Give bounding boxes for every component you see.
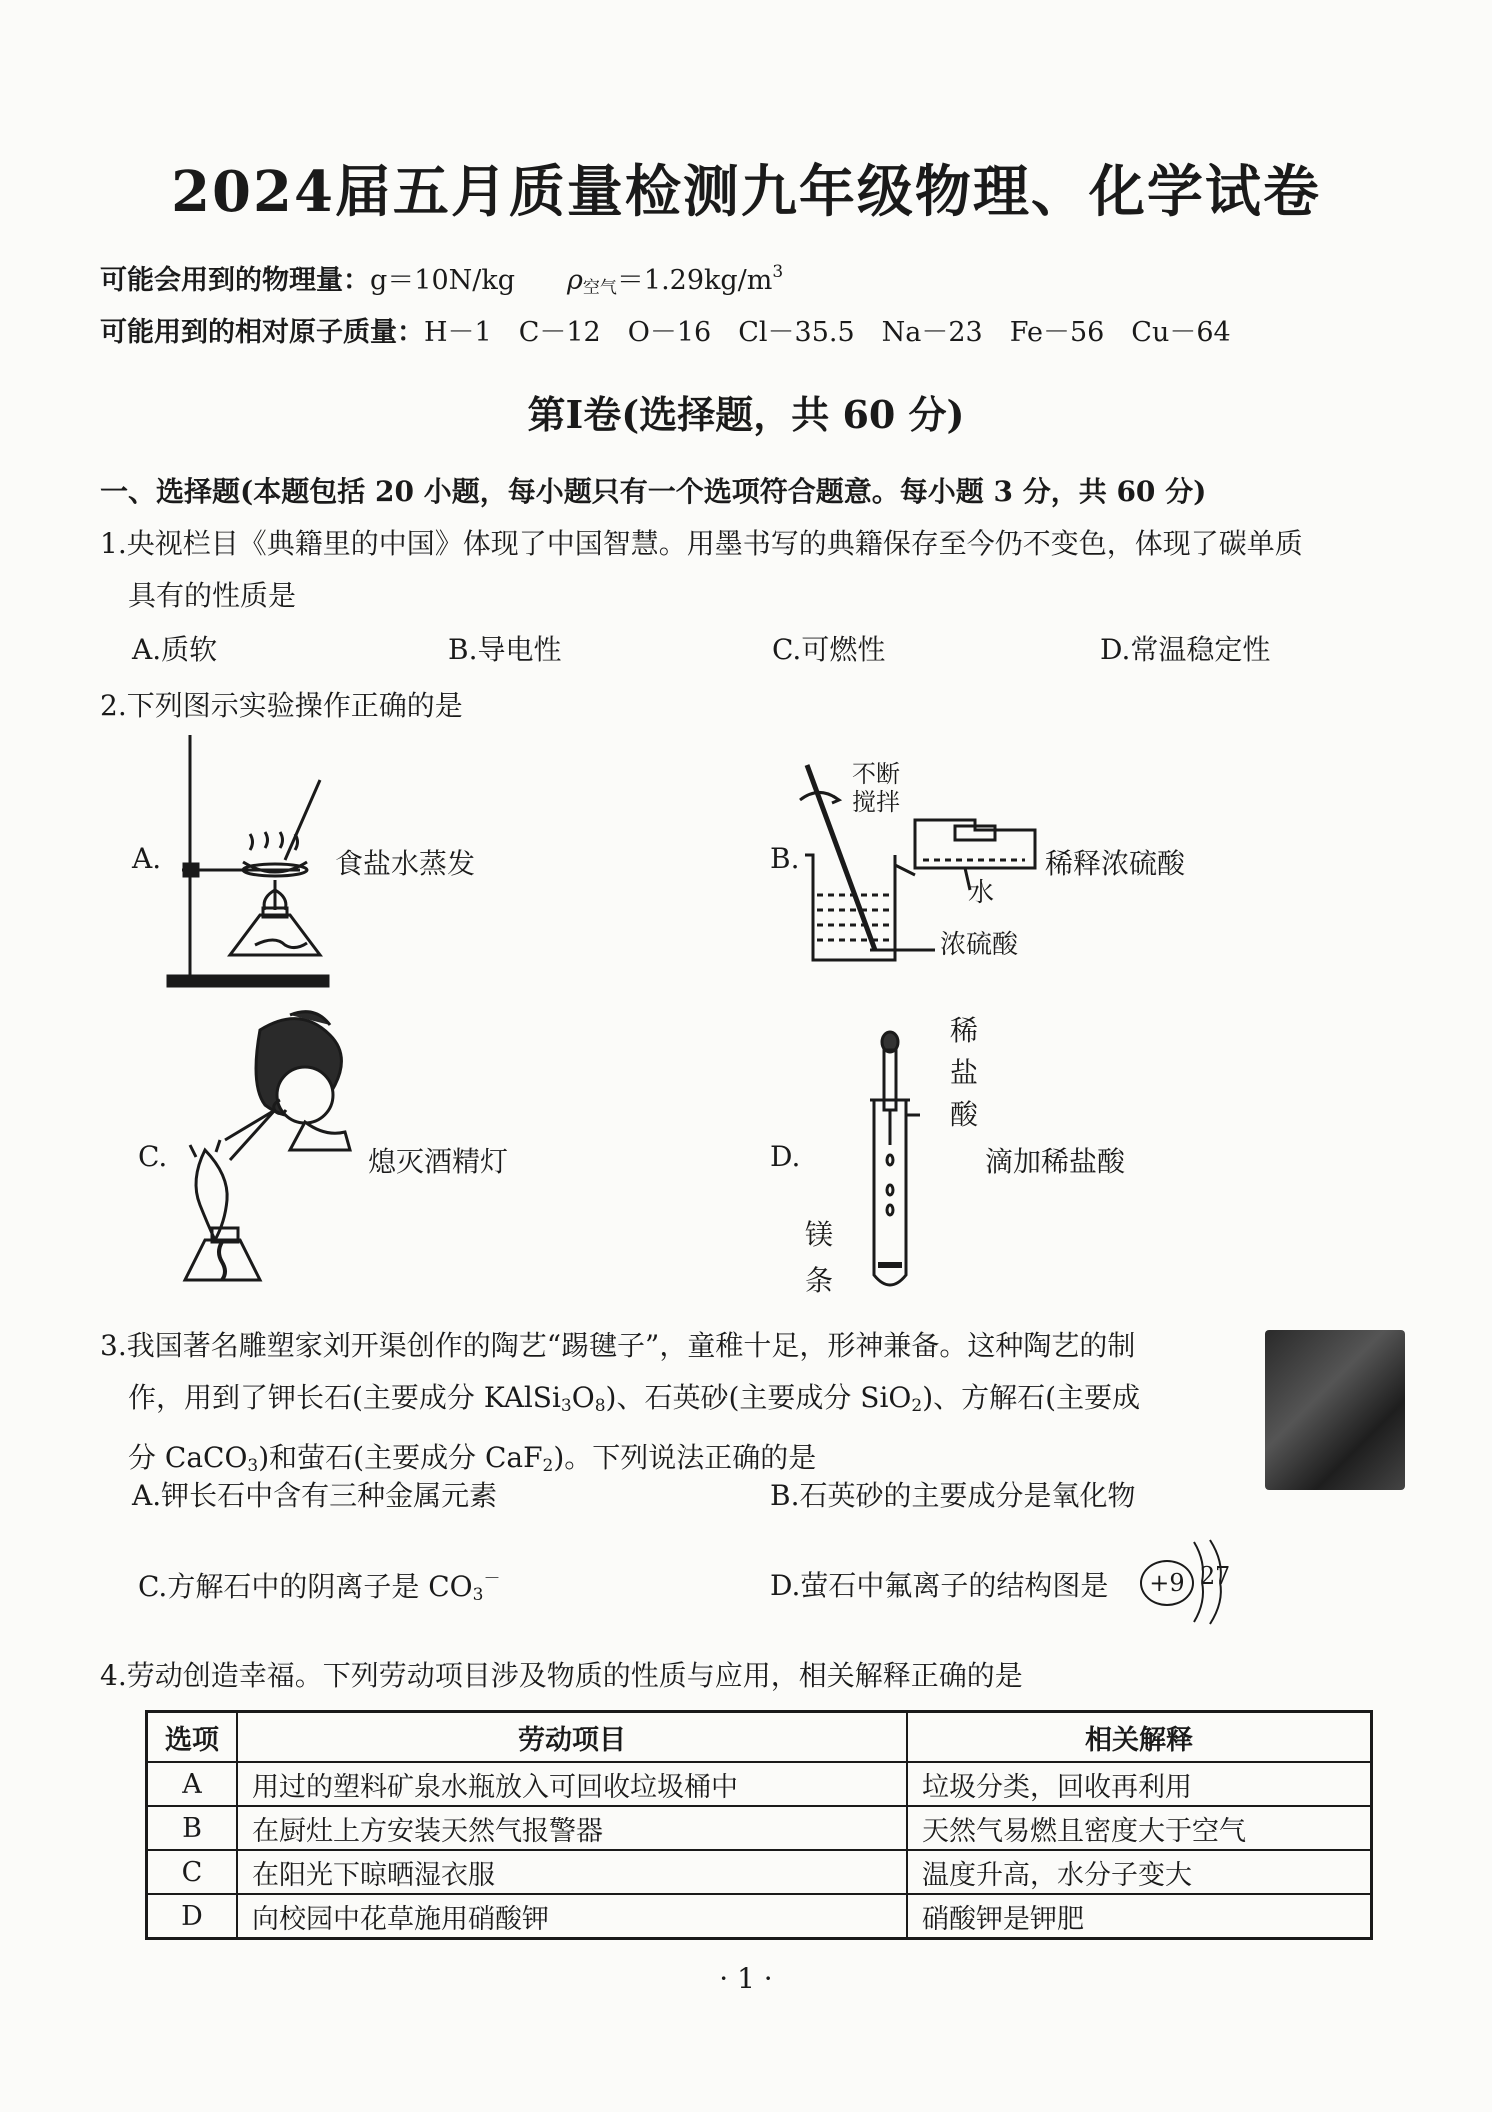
row-d-project: 向校园中花草施用硝酸钾 (237, 1894, 907, 1939)
q3-opt-c-text: C.方解石中的阴离子是 CO (138, 1570, 473, 1603)
q1-line1: 1.央视栏目《典籍里的中国》体现了中国智慧。用墨书写的典籍保存至今仍不变色，体现了碳单质 (100, 527, 1303, 560)
q2-c-caption: 熄灭酒精灯 (368, 1145, 509, 1178)
mg-char-2: 条 (805, 1264, 834, 1297)
q3-l2-a: 作，用到了钾长石(主要成分 KAlSi (128, 1381, 561, 1414)
q3-l2-b: O (571, 1381, 595, 1414)
exam-title: 2024届五月质量检测九年级物理、化学试卷 (171, 159, 1321, 225)
ion-shell-2: 7 (1215, 1562, 1231, 1590)
table-row (147, 1806, 1372, 1850)
q3-l2-d: )、方解石(主要成 (922, 1381, 1141, 1414)
table-row (147, 1850, 1372, 1894)
q3-sub-8: 8 (594, 1396, 606, 1416)
blowing-lamp-girl-icon (180, 1010, 370, 1310)
q3-l3-b: )和萤石(主要成分 CaF (258, 1441, 543, 1474)
constants-label: 可能会用到的物理量： (100, 265, 370, 296)
table-header-row (147, 1712, 1372, 1763)
q4-table (145, 1710, 1373, 1940)
q2-b-water-label: 水 (968, 878, 995, 908)
row-b-explanation: 天然气易燃且密度大于空气 (907, 1806, 1372, 1850)
rho-exponent: 3 (772, 262, 784, 282)
row-d-option: D (147, 1894, 238, 1939)
section-title: 第Ⅰ卷(选择题，共 60 分) (527, 392, 965, 437)
evaporation-apparatus-icon (160, 730, 340, 990)
part-heading: 一、选择题(本题包括 20 小题，每小题只有一个选项符合题意。每小题 3 分，共 60 分) (100, 475, 1207, 508)
ion-nucleus: +9 (1140, 1560, 1194, 1606)
table-row (147, 1762, 1372, 1806)
row-b-option: B (147, 1806, 238, 1850)
q3-sub-3: 3 (560, 1396, 572, 1416)
row-a-explanation: 垃圾分类，回收再利用 (907, 1762, 1372, 1806)
q1-option-d: D.常温稳定性 (1100, 633, 1271, 666)
q3-option-d (770, 1564, 1108, 1604)
acid-char-2: 盐 (950, 1056, 979, 1089)
q2-b-caption: 稀释浓硫酸 (1045, 847, 1186, 880)
row-c-project: 在阳光下晾晒湿衣服 (237, 1850, 907, 1894)
atomic-label: 可能用到的相对原子质量： (100, 317, 424, 348)
acid-char-3: 酸 (950, 1098, 979, 1131)
row-a-option: A (147, 1762, 238, 1806)
q1-option-b: B.导电性 (448, 633, 562, 666)
q3-line1: 3.我国著名雕塑家刘开渠创作的陶艺“踢毽子”，童稚十足，形神兼备。这种陶艺的制 (100, 1329, 1136, 1362)
q3-line2 (100, 1372, 1250, 1432)
g-value: g＝10N/kg (370, 265, 516, 296)
stir-line2: 搅拌 (852, 788, 900, 816)
q3-sub-3b: 3 (247, 1456, 259, 1476)
q3-option-a: A.钾长石中含有三种金属元素 (132, 1479, 498, 1512)
q2-d-mg-label (805, 1212, 833, 1304)
ion-shell-1: 2 (1200, 1562, 1216, 1590)
row-b-project: 在厨灶上方安装天然气报警器 (237, 1806, 907, 1850)
row-a-project: 用过的塑料矿泉水瓶放入可回收垃圾桶中 (237, 1762, 907, 1806)
q2-c-letter: C. (138, 1140, 168, 1173)
ion-shell-arcs-icon (1188, 1538, 1238, 1628)
q2-b-letter: B. (770, 842, 800, 875)
q3-l3-c: )。下列说法正确的是 (553, 1441, 817, 1474)
row-c-option: C (147, 1850, 238, 1894)
row-c-explanation: 温度升高，水分子变大 (907, 1850, 1372, 1894)
mg-char-1: 镁 (805, 1218, 834, 1251)
q4-stem: 4.劳动创造幸福。下列劳动项目涉及物质的性质与应用，相关解释正确的是 (100, 1659, 1023, 1692)
dilution-apparatus-icon (795, 760, 1035, 970)
header-explanation: 相关解释 (907, 1712, 1372, 1763)
table-row (147, 1894, 1372, 1939)
q3-option-c (138, 1564, 500, 1605)
acid-char-1: 稀 (950, 1014, 979, 1047)
q1-option-c: C.可燃性 (772, 633, 886, 666)
physical-constants (100, 258, 783, 298)
rho-value: ＝1.29kg/m (616, 265, 773, 296)
q2-d-caption: 滴加稀盐酸 (985, 1145, 1126, 1178)
q3-sub-2a: 2 (911, 1396, 923, 1416)
q3-option-b: B.石英砂的主要成分是氧化物 (770, 1479, 1136, 1512)
q2-stem: 2.下列图示实验操作正确的是 (100, 689, 463, 722)
question-3 (100, 1320, 1250, 1492)
row-d-explanation: 硝酸钾是钾肥 (907, 1894, 1372, 1939)
header-project: 劳动项目 (237, 1712, 907, 1763)
header-option: 选项 (147, 1712, 238, 1763)
q3-l2-c: )、石英砂(主要成分 SiO (605, 1381, 912, 1414)
q3-opt-c-sub: 3 (472, 1585, 484, 1605)
q3-sub-2b: 2 (542, 1456, 554, 1476)
q2-d-letter: D. (770, 1140, 801, 1173)
q3-opt-c-sup: － (483, 1569, 501, 1589)
atomic-masses-line (100, 310, 1231, 349)
q1-line2: 具有的性质是 (128, 579, 297, 612)
stir-line1: 不断 (852, 760, 900, 788)
page-number: · 1 · (719, 1962, 773, 1995)
q2-a-letter: A. (132, 842, 162, 875)
q2-b-acid-label: 浓硫酸 (940, 930, 1019, 960)
rho-subscript: 空气 (582, 278, 617, 298)
q3-l3-a: 分 CaCO (128, 1441, 248, 1474)
atomic-masses: H－1 C－12 O－16 Cl－35.5 Na－23 Fe－56 Cu－64 (424, 317, 1231, 348)
q1-option-a: A.质软 (132, 633, 218, 666)
q3-opt-d-text: D.萤石中氟离子的结构图是 (770, 1569, 1109, 1602)
q2-a-caption: 食盐水蒸发 (335, 847, 476, 880)
dropper-testtube-icon (860, 1030, 960, 1300)
rho-symbol: ρ (567, 265, 583, 296)
question-1 (100, 518, 1440, 622)
ceramic-sculpture-photo (1265, 1330, 1405, 1490)
